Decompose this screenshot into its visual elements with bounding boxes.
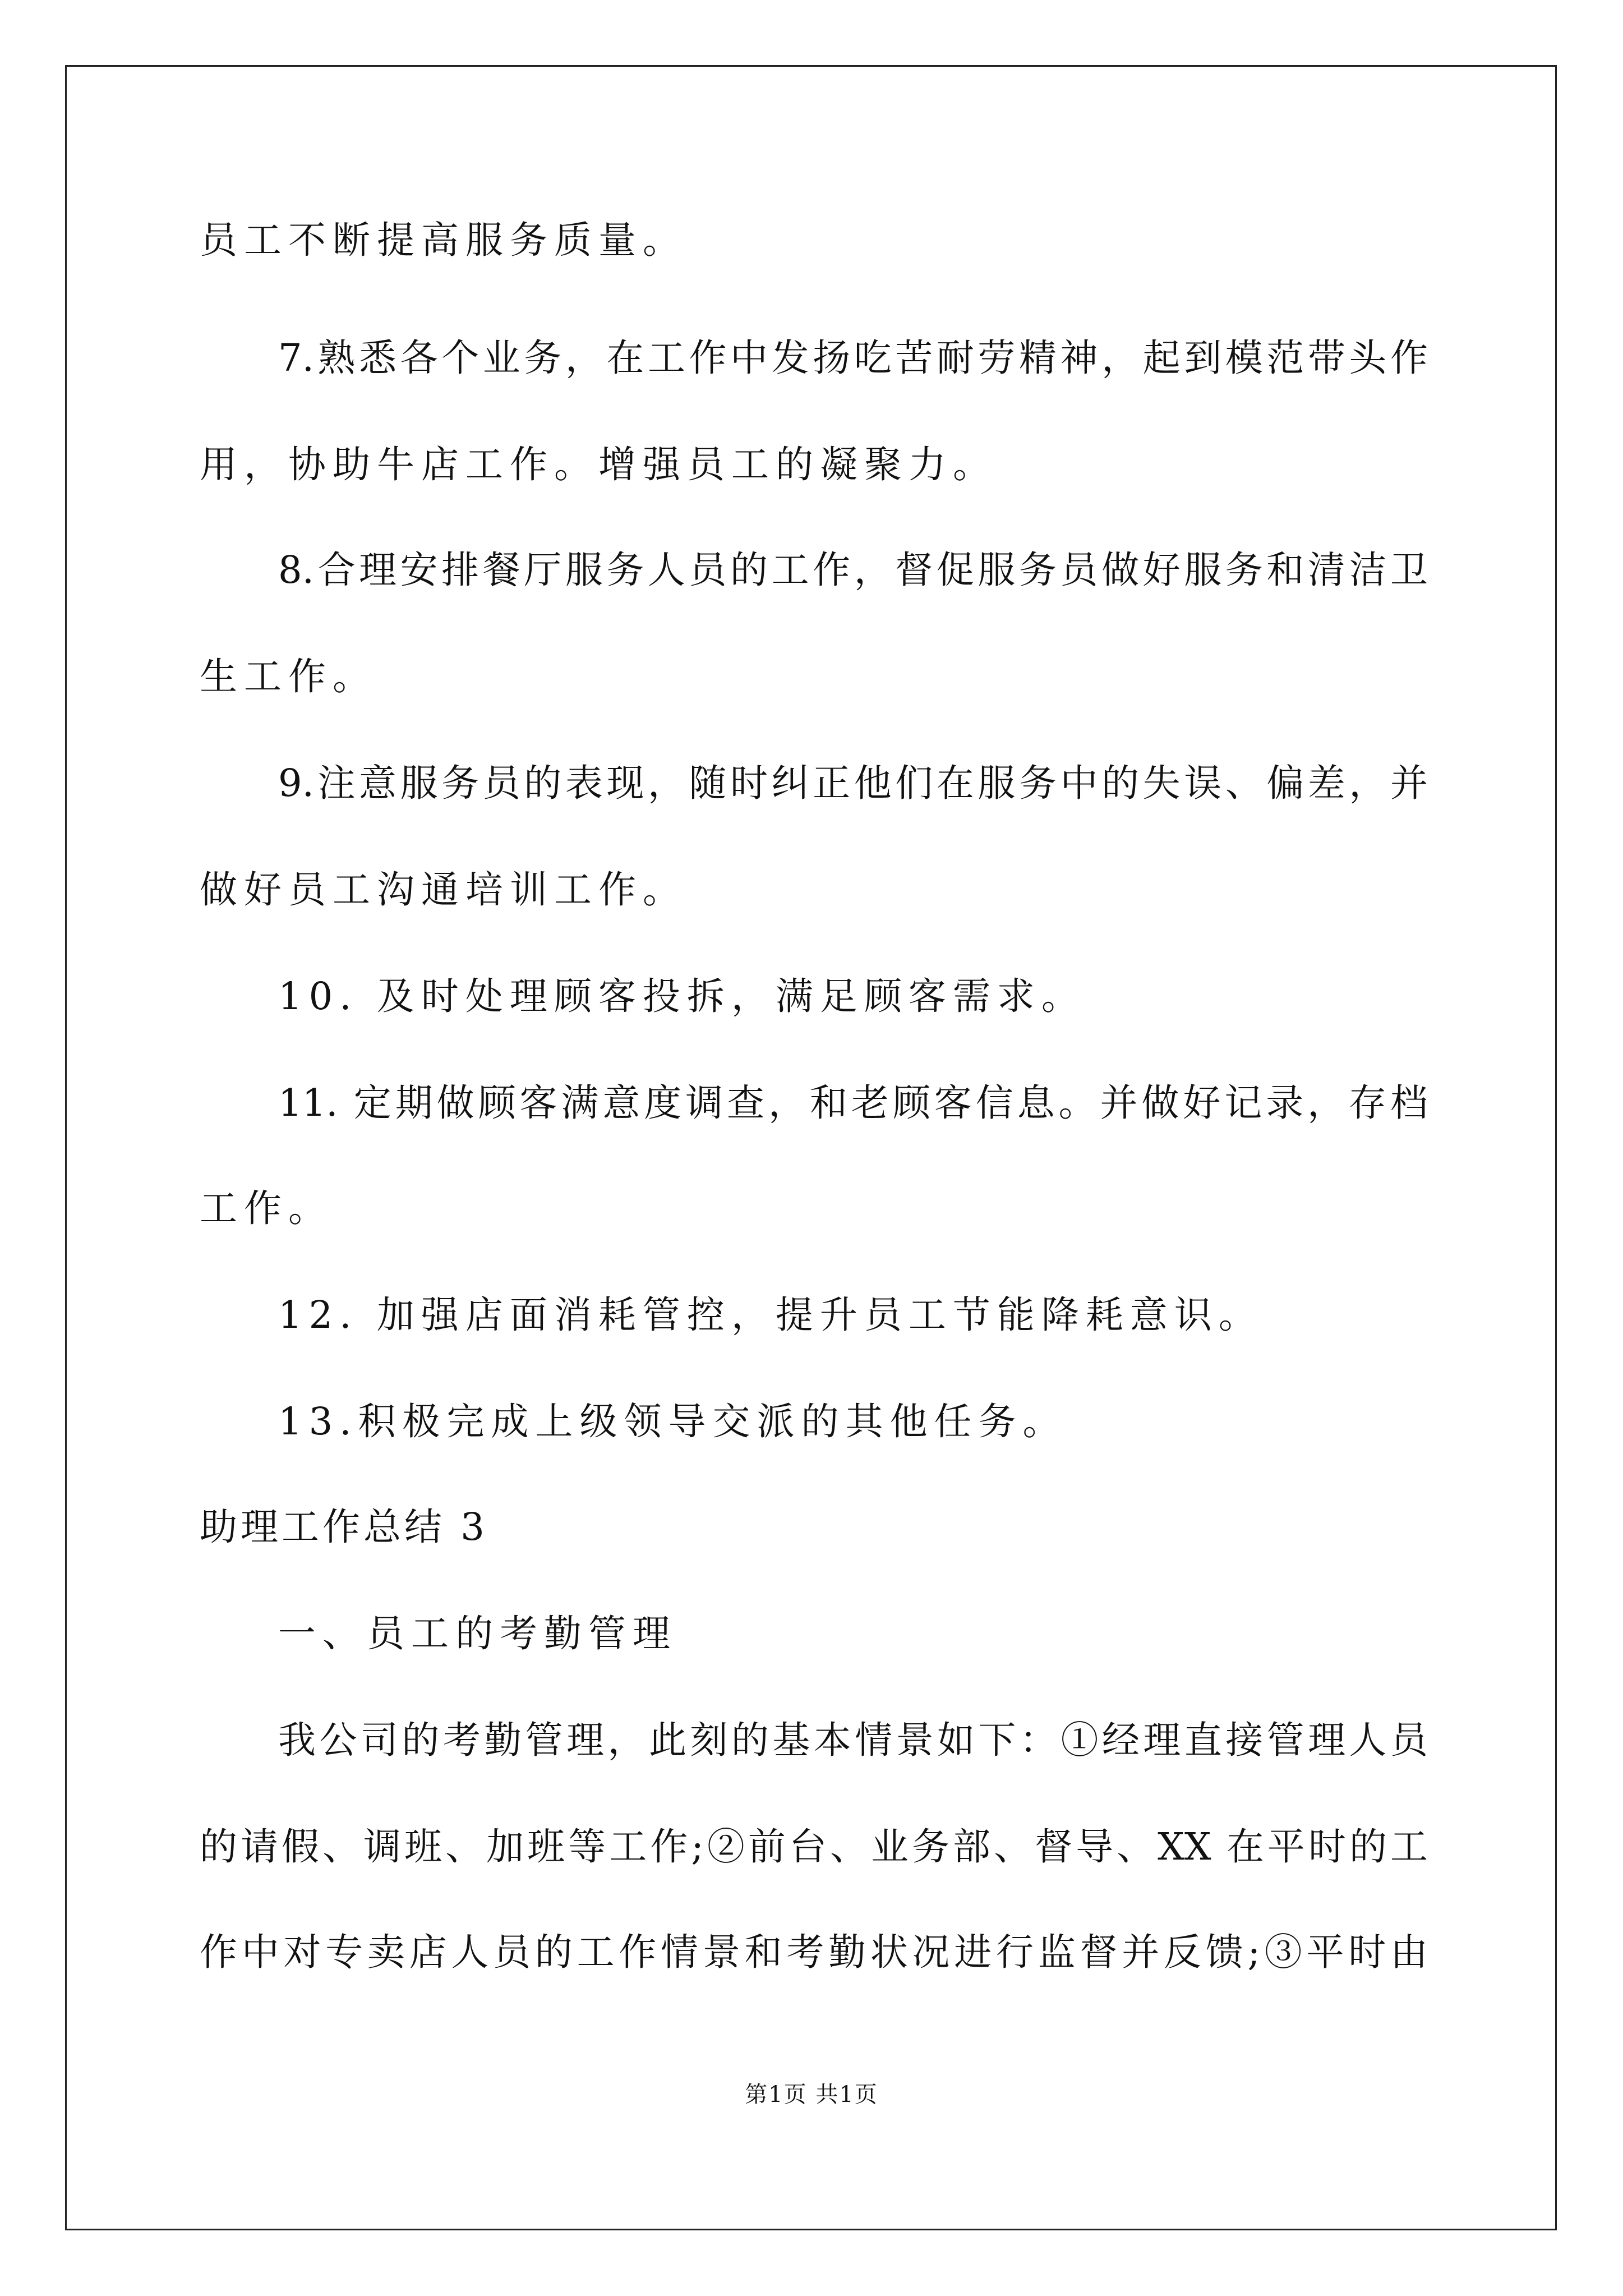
text-line: 8.合理安排餐厅服务人员的工作，督促服务员做好服务和清洁卫 — [278, 548, 1428, 592]
text-line: 员工不断提高服务质量。 — [200, 218, 687, 262]
text-line: 11. 定期做顾客满意度调查，和老顾客信息。并做好记录，存档 — [278, 1081, 1428, 1125]
text-line: 10. 及时处理顾客投拆，满足顾客需求。 — [278, 974, 1086, 1018]
text-line: 7.熟悉各个业务，在工作中发扬吃苦耐劳精神，起到模范带头作 — [278, 336, 1428, 380]
text-line: 生工作。 — [200, 655, 377, 698]
section-heading: 助理工作总结 3 — [200, 1505, 488, 1549]
text-line: 做好员工沟通培训工作。 — [200, 868, 687, 912]
text-line: 9.注意服务员的表现，随时纠正他们在服务中的失误、偏差，并 — [278, 761, 1428, 805]
page-border — [65, 65, 1557, 2230]
text-line: 我公司的考勤管理，此刻的基本情景如下：①经理直接管理人员 — [278, 1718, 1428, 1762]
text-line: 工作。 — [200, 1186, 333, 1230]
text-line: 作中对专卖店人员的工作情景和考勤状况进行监督并反馈;③平时由 — [200, 1930, 1428, 1974]
page-footer: 第1页 共1页 — [745, 2082, 878, 2108]
text-line: 13.积极完成上级领导交派的其他任务。 — [278, 1400, 1067, 1443]
text-line: 的请假、调班、加班等工作;②前台、业务部、督导、XX 在平时的工 — [200, 1825, 1428, 1869]
text-line: 一、员工的考勤管理 — [278, 1612, 677, 1655]
text-line: 12. 加强店面消耗管控，提升员工节能降耗意识。 — [278, 1293, 1263, 1337]
text-line: 用，协助牛店工作。增强员工的凝聚力。 — [200, 443, 997, 486]
